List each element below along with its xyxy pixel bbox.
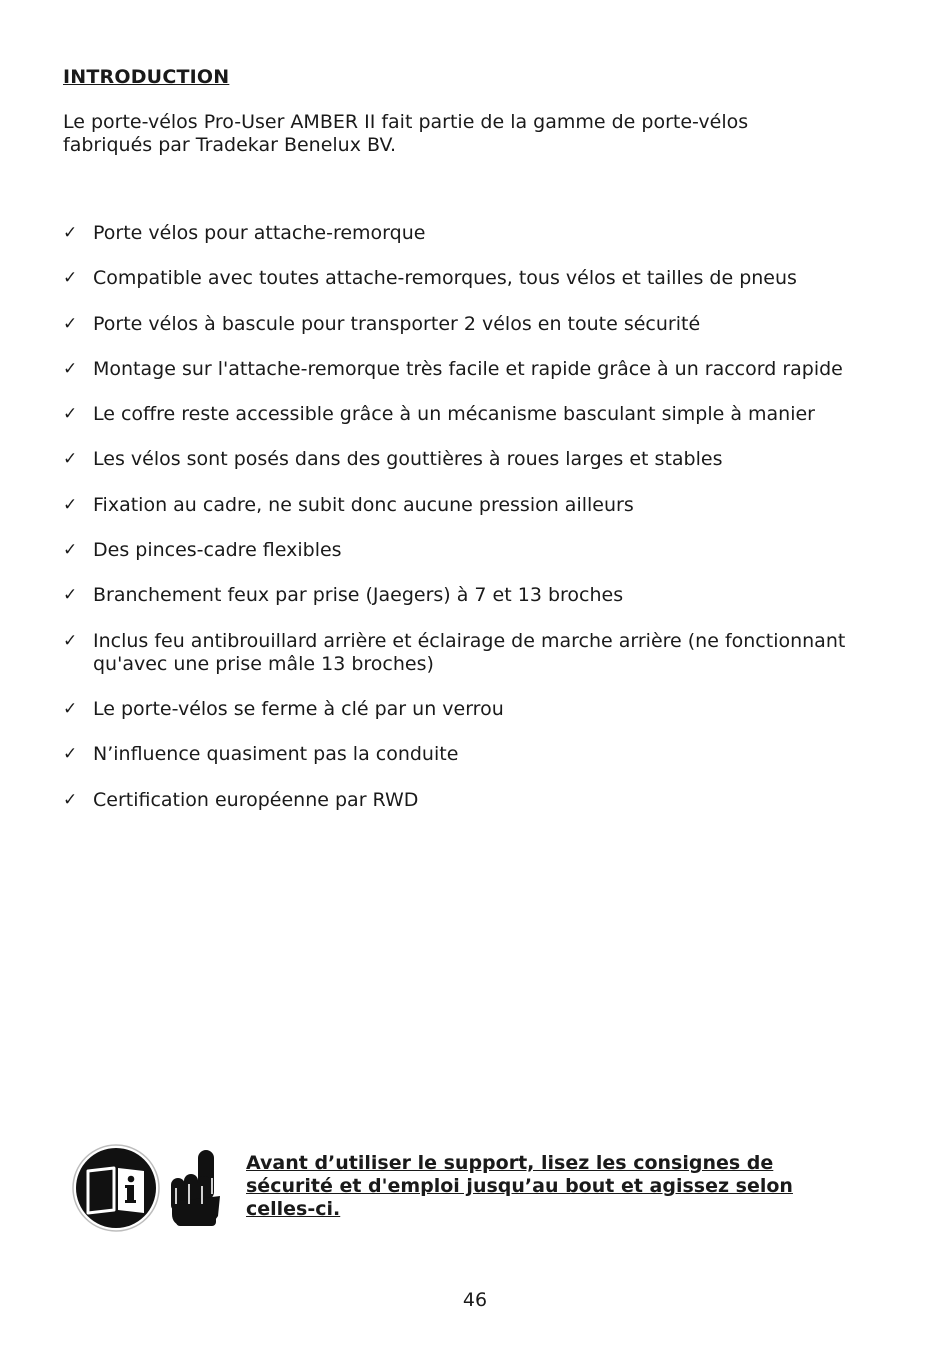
feature-text: Montage sur l'attache-remorque très facile et rapide grâce à un raccord rapide	[93, 357, 843, 380]
intro-paragraph: Le porte-vélos Pro-User AMBER II fait partie de la gamme de porte-vélos fabriqués par Tradekar Benelux BV.	[63, 111, 749, 156]
feature-text: Le porte-vélos se ferme à clé par un verrou	[93, 697, 504, 720]
feature-item	[63, 403, 883, 426]
checkmark-icon: ✓	[63, 313, 78, 334]
page-number: 46	[462, 1289, 488, 1311]
feature-text: Fixation au cadre, ne subit donc aucune pression ailleurs	[93, 493, 634, 516]
feature-item	[63, 358, 883, 381]
feature-text: Porte vélos à bascule pour transporter 2 vélos en toute sécurité	[93, 312, 701, 335]
feature-item	[63, 222, 883, 245]
feature-item	[63, 313, 883, 336]
feature-item	[63, 267, 883, 290]
feature-item	[63, 630, 883, 676]
feature-item	[63, 743, 883, 766]
feature-item	[63, 448, 883, 471]
feature-text: Le coffre reste accessible grâce à un mécanisme basculant simple à manier	[93, 403, 815, 426]
feature-item	[63, 539, 883, 562]
checkmark-icon: ✓	[63, 358, 78, 379]
feature-item	[63, 584, 883, 607]
notice-icons	[72, 1144, 232, 1234]
feature-text: Inclus feu antibrouillard arrière et éclairage de marche arrière (ne fonctionnant qu'avec une prise mâle 13 broches)	[93, 629, 846, 675]
checkmark-icon: ✓	[63, 223, 78, 243]
feature-text: Des pinces-cadre flexibles	[93, 539, 342, 562]
feature-item	[63, 494, 883, 517]
feature-text: Branchement feux par prise (Jaegers) à 7 et 13 broches	[93, 584, 624, 607]
checkmark-icon: ✓	[63, 744, 78, 765]
feature-list	[63, 222, 883, 834]
feature-text: Certification européenne par RWD	[93, 788, 419, 811]
pointing-hand-icon	[171, 1150, 220, 1226]
feature-text: Les vélos sont posés dans des gouttières à roues larges et stables	[93, 448, 723, 471]
checkmark-icon: ✓	[63, 540, 78, 561]
checkmark-icon: ✓	[63, 630, 78, 651]
checkmark-icon: ✓	[63, 698, 78, 719]
feature-item	[63, 789, 883, 812]
safety-notice: Avant d’utiliser le support, lisez les consignes de sécurité et d'emploi jusqu’au bout et agissez selon celles-ci.	[246, 1152, 793, 1220]
manual-info-icon	[73, 1145, 159, 1231]
checkmark-icon: ✓	[63, 494, 78, 515]
feature-text: N’influence quasiment pas la conduite	[93, 743, 459, 766]
feature-item	[63, 698, 883, 721]
checkmark-icon: ✓	[63, 789, 78, 810]
checkmark-icon: ✓	[63, 404, 78, 425]
checkmark-icon: ✓	[63, 268, 78, 289]
feature-text: Porte vélos pour attache-remorque	[93, 222, 426, 244]
feature-text: Compatible avec toutes attache-remorques, tous vélos et tailles de pneus	[93, 267, 797, 290]
checkmark-icon: ✓	[63, 585, 78, 606]
section-heading: INTRODUCTION	[63, 66, 230, 88]
checkmark-icon: ✓	[63, 449, 78, 470]
